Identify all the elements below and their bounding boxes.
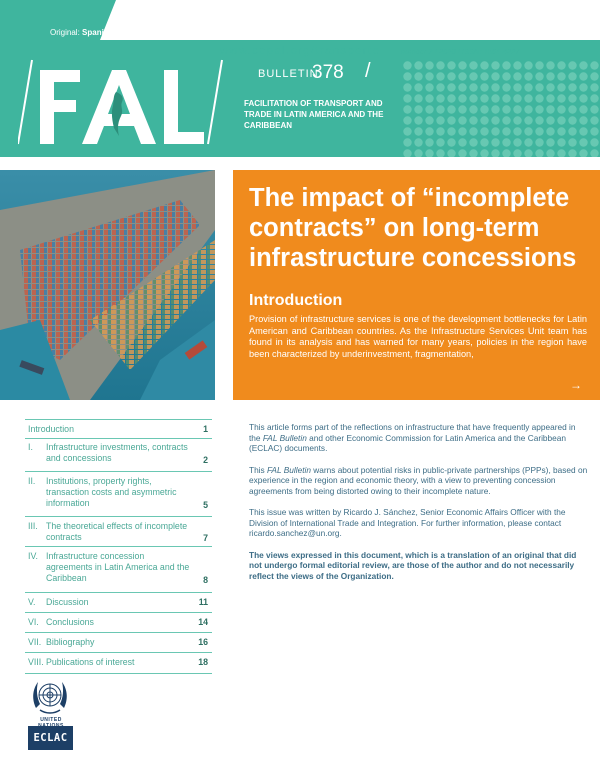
toc-item-concession-agreements[interactable] <box>25 546 212 592</box>
eclac-logo: ECLAC <box>28 726 73 750</box>
fal-logo <box>18 52 223 152</box>
table-of-contents <box>25 419 212 674</box>
article-title: The impact of “incomplete contracts” on long-term infrastructure concessions <box>249 184 577 272</box>
dot-pattern-decoration <box>402 60 600 157</box>
fal-logo-text: FAL <box>118 150 120 151</box>
note-text: This <box>249 464 267 475</box>
original-label: Original: <box>50 28 80 37</box>
disclaimer-paragraph: The views expressed in this document, which is a translation of an original that did not undergo formal editorial review, are those of the author and do not necessarily reflect the views of the Organization. <box>249 549 577 581</box>
toc-item-page: 7 <box>203 533 208 543</box>
toc-item-text: Discussion <box>46 597 89 607</box>
toc-item-text: Conclusions <box>46 617 94 627</box>
toc-item-theoretical-effects[interactable] <box>25 516 212 546</box>
website-url[interactable]: www.cepal.org/transporte <box>220 45 381 57</box>
toc-item-introduction[interactable] <box>25 419 212 438</box>
toc-item-text: Infrastructure investments, contracts and concessions <box>46 442 188 463</box>
toc-item-number: VIII. <box>28 657 44 667</box>
toc-item-number: IV. <box>28 551 38 561</box>
toc-item-institutions[interactable] <box>25 471 212 516</box>
note-paragraph-3: This issue was written by Ricardo J. Sánchez, Senior Economic Affairs Officer with the Division of International Trade and Integration. For further information, please contact ricardo.sanchez@un.org. <box>249 507 566 538</box>
port-aerial-photo <box>0 170 215 400</box>
toc-item-text: Institutions, property rights, transaction costs and asymmetric information <box>46 476 177 508</box>
toc-item-text: Introduction <box>28 424 74 434</box>
bulletin-number: 378 <box>312 62 344 83</box>
note-paragraph-1 <box>249 422 589 454</box>
toc-item-bibliography[interactable] <box>25 632 212 652</box>
toc-item-text: Bibliography <box>46 637 95 647</box>
fal-subtitle: FACILITATION OF TRANSPORT AND TRADE IN LATIN AMERICA AND THE CARIBBEAN <box>244 99 384 130</box>
united-nations-emblem-icon <box>28 678 72 716</box>
toc-item-page: 11 <box>198 597 208 607</box>
note-text: warns about potential risks in public-private partnerships (PPPs), based on experience in the region and economic theory, with a view to preventing concession agreements from being distorted owing to their incomplete nature. <box>249 464 588 496</box>
toc-item-page: 1 <box>203 424 208 434</box>
toc-item-text: The theoretical effects of incomplete contracts <box>46 521 188 542</box>
toc-item-infrastructure-investments[interactable] <box>25 438 212 471</box>
toc-item-number: I. <box>28 442 33 452</box>
toc-item-conclusions[interactable] <box>25 612 212 632</box>
introduction-heading: Introduction <box>249 292 343 309</box>
issue-info: number 2 / 2020 / ISSN: 1564-4227 <box>401 47 520 56</box>
toc-item-number: V. <box>28 597 36 607</box>
toc-item-text: Infrastructure concession agreements in Latin America and the Caribbean <box>46 551 190 583</box>
toc-item-publications[interactable] <box>25 652 212 673</box>
note-text: and other Economic Commission for Latin America and the Caribbean (ECLAC) documents. <box>249 432 566 453</box>
toc-item-discussion[interactable] <box>25 592 212 612</box>
toc-bottom-rule <box>25 673 212 674</box>
article-notes <box>249 422 589 592</box>
toc-item-number: VII. <box>28 637 42 647</box>
toc-item-page: 2 <box>203 455 208 465</box>
toc-item-page: 18 <box>198 657 208 667</box>
header-white-area <box>120 0 600 40</box>
note-italic: FAL Bulletin <box>266 464 311 475</box>
bulletin-label: BULLETIN <box>258 68 319 80</box>
bulletin-slash: / <box>365 60 371 82</box>
note-text: This article forms part of the reflections on infrastructure that have frequently appeared in the <box>249 422 576 443</box>
introduction-text: Provision of infrastructure services is one of the development bottlenecks for Latin American and Caribbean countries. As the Infrastructure Services Unit team has found in its analysis and has warned for many years, policies in the region have been characterized by underinvestment, fragmentation, <box>249 314 587 359</box>
original-language: Spanish <box>82 28 114 37</box>
united-nations-label: UNITED <box>40 717 62 723</box>
toc-item-number: VI. <box>28 617 39 627</box>
toc-item-page: 16 <box>198 637 208 647</box>
note-italic: FAL Bulletin <box>262 432 307 443</box>
toc-item-number: III. <box>28 521 38 531</box>
toc-item-page: 8 <box>203 575 208 585</box>
toc-item-number: II. <box>28 476 36 486</box>
toc-item-page: 5 <box>203 500 208 510</box>
toc-item-page: 14 <box>198 617 208 627</box>
arrow-right-icon[interactable]: → <box>570 378 582 392</box>
note-paragraph-2 <box>249 465 589 497</box>
original-language-note <box>50 28 113 37</box>
toc-item-text: Publications of interest <box>46 657 135 667</box>
